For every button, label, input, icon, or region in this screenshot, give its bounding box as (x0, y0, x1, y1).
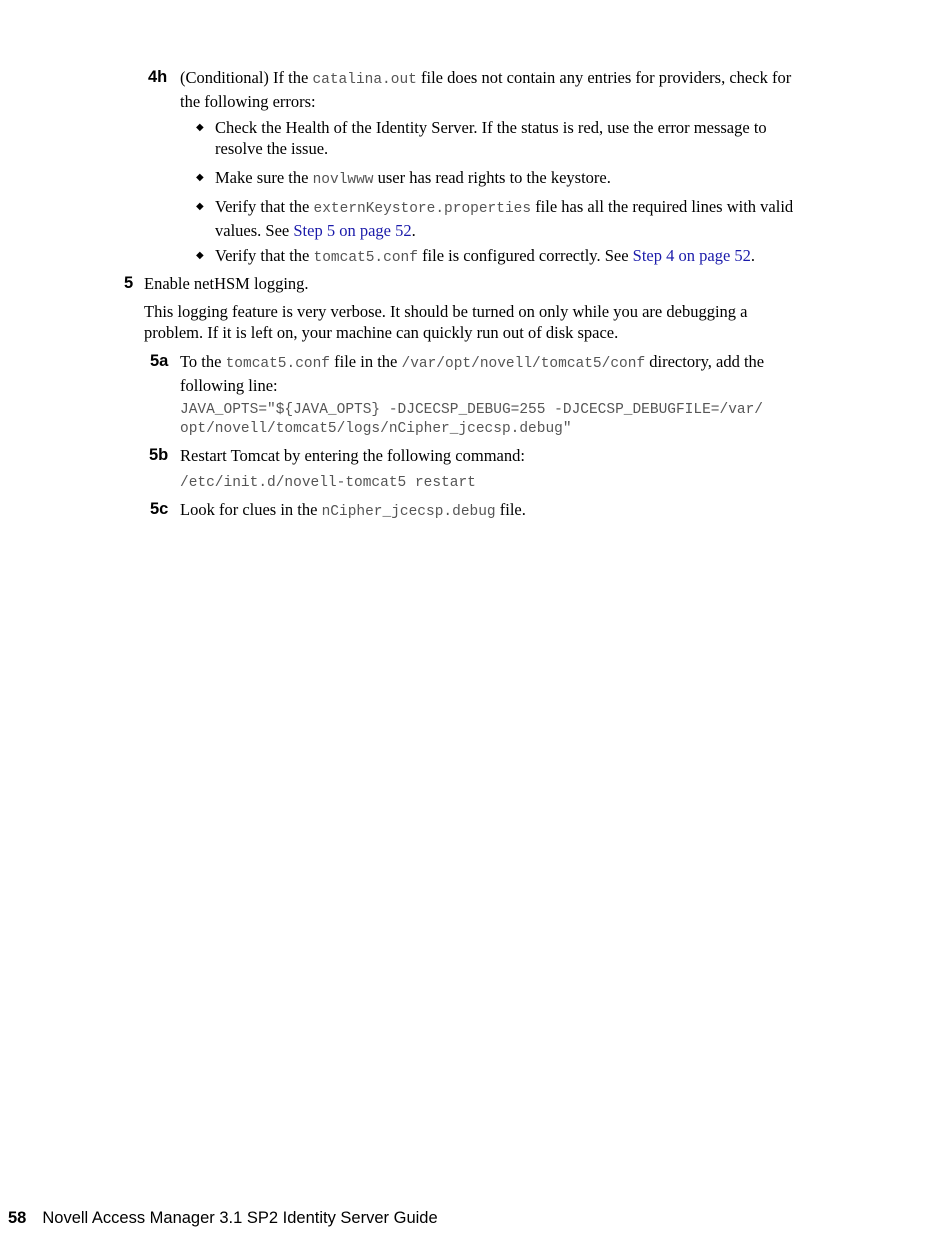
bullet-item: Make sure the novlwww user has read rights to the keystore. (215, 168, 611, 188)
document-title: Novell Access Manager 3.1 SP2 Identity Server Guide (42, 1209, 438, 1227)
bullet-icon: ◆ (196, 172, 204, 183)
step-number-5b: 5b (149, 446, 169, 464)
inline-code: /var/opt/novell/tomcat5/conf (401, 356, 646, 372)
bullet-icon: ◆ (196, 122, 204, 133)
step-5-page-52-link[interactable]: Step 5 on page 52 (293, 221, 412, 240)
step-5-paragraph: This logging feature is very verbose. It should be turned on only while you are debugging a problem. If it is left on, your machine can quickly run out of disk space. (144, 302, 748, 342)
bullet-item: Check the Health of the Identity Server. If the status is red, use the error message to resolve the issue. (215, 118, 767, 158)
inline-code: catalina.out (312, 72, 417, 88)
page-number: 58 (8, 1209, 27, 1227)
code-line: opt/novell/tomcat5/logs/nCipher_jcecsp.debug" (180, 421, 572, 437)
inline-code: nCipher_jcecsp.debug (321, 504, 496, 520)
page-footer (8, 1208, 438, 1229)
inline-code: tomcat5.conf (313, 250, 418, 266)
bullet-icon: ◆ (196, 250, 204, 261)
inline-code: novlwww (312, 172, 374, 188)
step-4h-text: (Conditional) If the catalina.out file does not contain any entries for providers, check for the following errors: (180, 68, 792, 111)
step-number-5a: 5a (150, 352, 169, 370)
bullet-icon: ◆ (196, 201, 204, 212)
code-line: /etc/init.d/novell-tomcat5 restart (180, 475, 476, 491)
step-5-title: Enable netHSM logging. (144, 274, 309, 293)
inline-code: tomcat5.conf (225, 356, 331, 372)
code-line: JAVA_OPTS="${JAVA_OPTS} -DJCECSP_DEBUG=255 -DJCECSP_DEBUGFILE=/var/ (180, 402, 763, 418)
step-number-4h: 4h (148, 68, 168, 86)
step-number-5c: 5c (150, 500, 169, 518)
inline-code: externKeystore.properties (313, 201, 532, 217)
step-number-5: 5 (124, 274, 134, 292)
step-4-page-52-link[interactable]: Step 4 on page 52 (632, 246, 751, 265)
step-5b-text: Restart Tomcat by entering the following command: (180, 446, 525, 465)
bullet-item: Verify that the externKeystore.properties file has all the required lines with valid values. See Step 5 on page 52. (215, 197, 794, 240)
step-5c-text: Look for clues in the nCipher_jcecsp.debug file. (180, 500, 526, 520)
step-5a-text: To the tomcat5.conf file in the /var/opt/novell/tomcat5/conf directory, add the following line: (180, 352, 765, 395)
bullet-item: Verify that the tomcat5.conf file is configured correctly. See Step 4 on page 52. (215, 246, 756, 266)
